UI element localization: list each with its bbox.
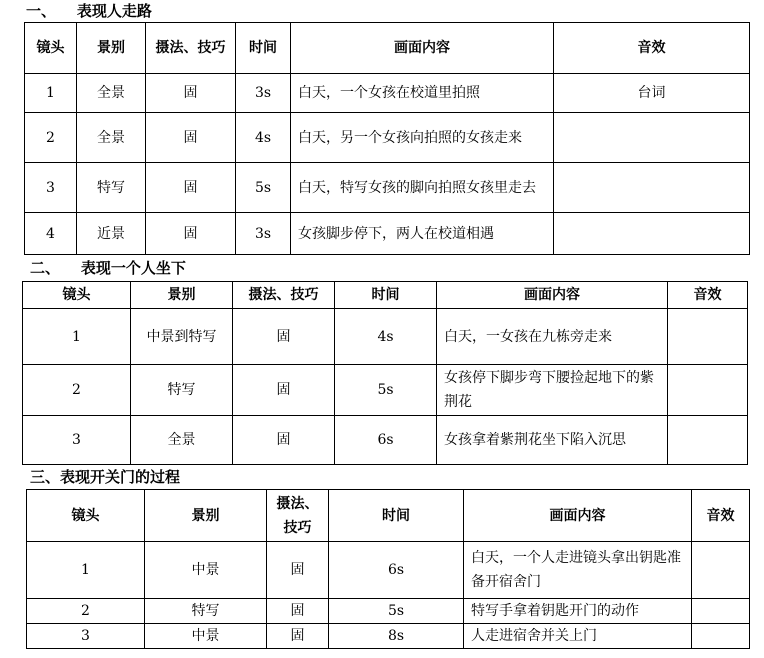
section3-cell: 中景 [145,624,267,649]
section3-cell: 8s [329,624,464,649]
section3-cell: 3 [27,624,145,649]
section3-header-5: 音效 [692,490,750,542]
section1-cell: 固 [146,213,236,255]
section2-cell: 4s [335,309,437,365]
section1-cell: 女孩脚步停下，两人在校道相遇 [291,213,554,255]
section1-cell: 3s [236,213,291,255]
table-row [25,213,750,255]
section1-cell: 白天，一个女孩在校道里拍照 [291,74,554,113]
section1-cell: 全景 [77,74,146,113]
section3-cell [692,599,750,624]
section2-cell: 中景到特写 [131,309,233,365]
section2-cell: 女孩拿着紫荆花坐下陷入沉思 [437,416,668,465]
section2-cell [668,416,748,465]
section1-cell: 5s [236,163,291,213]
section1-header-3: 时间 [236,23,291,74]
section3-cell: 中景 [145,542,267,599]
section1-cell: 4 [25,213,77,255]
section1-table [24,22,750,255]
section2-cell: 1 [23,309,131,365]
section2-cell: 3 [23,416,131,465]
section2-header-4: 画面内容 [437,282,668,309]
section1-cell: 1 [25,74,77,113]
section1-cell: 特写 [77,163,146,213]
section2-cell: 全景 [131,416,233,465]
section3-cell: 2 [27,599,145,624]
section1-cell: 近景 [77,213,146,255]
section3-header-3: 时间 [329,490,464,542]
section3-cell: 6s [329,542,464,599]
section1-cell [554,163,750,213]
section3-cell: 白天，一个人走进镜头拿出钥匙准备开宿舍门 [464,542,692,599]
section3-cell: 固 [267,542,329,599]
section3-table [26,489,750,649]
section3-cell [692,624,750,649]
section1-cell: 台词 [554,74,750,113]
section3-cell: 5s [329,599,464,624]
section2-cell [668,365,748,416]
section3-cell: 特写 [145,599,267,624]
section1-cell: 白天，特写女孩的脚向拍照女孩里走去 [291,163,554,213]
section1-header-5: 音效 [554,23,750,74]
section1-cell: 固 [146,74,236,113]
section3-header-2: 摄法、技巧 [267,490,329,542]
table-row [27,542,750,599]
section2-cell: 女孩停下脚步弯下腰捡起地下的紫荆花 [437,365,668,416]
table-row [27,599,750,624]
section1-cell [554,113,750,163]
section3-header-0: 镜头 [27,490,145,542]
section2-cell: 固 [233,309,335,365]
section2-cell: 固 [233,416,335,465]
section1-header-0: 镜头 [25,23,77,74]
section1-cell [554,213,750,255]
section1-cell: 固 [146,163,236,213]
table-row [25,163,750,213]
section1-header-4: 画面内容 [291,23,554,74]
section3-heading: 三、表现开关门的过程 [30,468,181,486]
section1-cell: 白天，另一个女孩向拍照的女孩走来 [291,113,554,163]
section2-table [22,281,748,465]
section1-header-2: 摄法、技巧 [146,23,236,74]
section2-cell: 固 [233,365,335,416]
section1-cell: 3 [25,163,77,213]
section2-header-5: 音效 [668,282,748,309]
section3-cell [692,542,750,599]
section1-cell: 4s [236,113,291,163]
table-row [25,113,750,163]
section1-heading: 一、 表现人走路 [26,2,152,20]
table-row [25,74,750,113]
section2-cell: 5s [335,365,437,416]
table-row [23,309,748,365]
section2-cell [668,309,748,365]
section2-heading: 二、 表现一个人坐下 [30,259,186,277]
table-row [27,624,750,649]
section2-header-0: 镜头 [23,282,131,309]
section3-cell: 1 [27,542,145,599]
section1-cell: 全景 [77,113,146,163]
table-row [23,365,748,416]
section1-header-1: 景别 [77,23,146,74]
section2-header-2: 摄法、技巧 [233,282,335,309]
section3-cell: 特写手拿着钥匙开门的动作 [464,599,692,624]
section2-header-3: 时间 [335,282,437,309]
section1-cell: 2 [25,113,77,163]
section1-cell: 固 [146,113,236,163]
section2-cell: 6s [335,416,437,465]
table-row [23,416,748,465]
section3-cell: 固 [267,624,329,649]
section2-cell: 白天，一女孩在九栋旁走来 [437,309,668,365]
section2-cell: 2 [23,365,131,416]
section3-header-4: 画面内容 [464,490,692,542]
section2-cell: 特写 [131,365,233,416]
section1-cell: 3s [236,74,291,113]
section3-cell: 固 [267,599,329,624]
section3-cell: 人走进宿舍并关上门 [464,624,692,649]
section3-header-1: 景别 [145,490,267,542]
section2-header-1: 景别 [131,282,233,309]
